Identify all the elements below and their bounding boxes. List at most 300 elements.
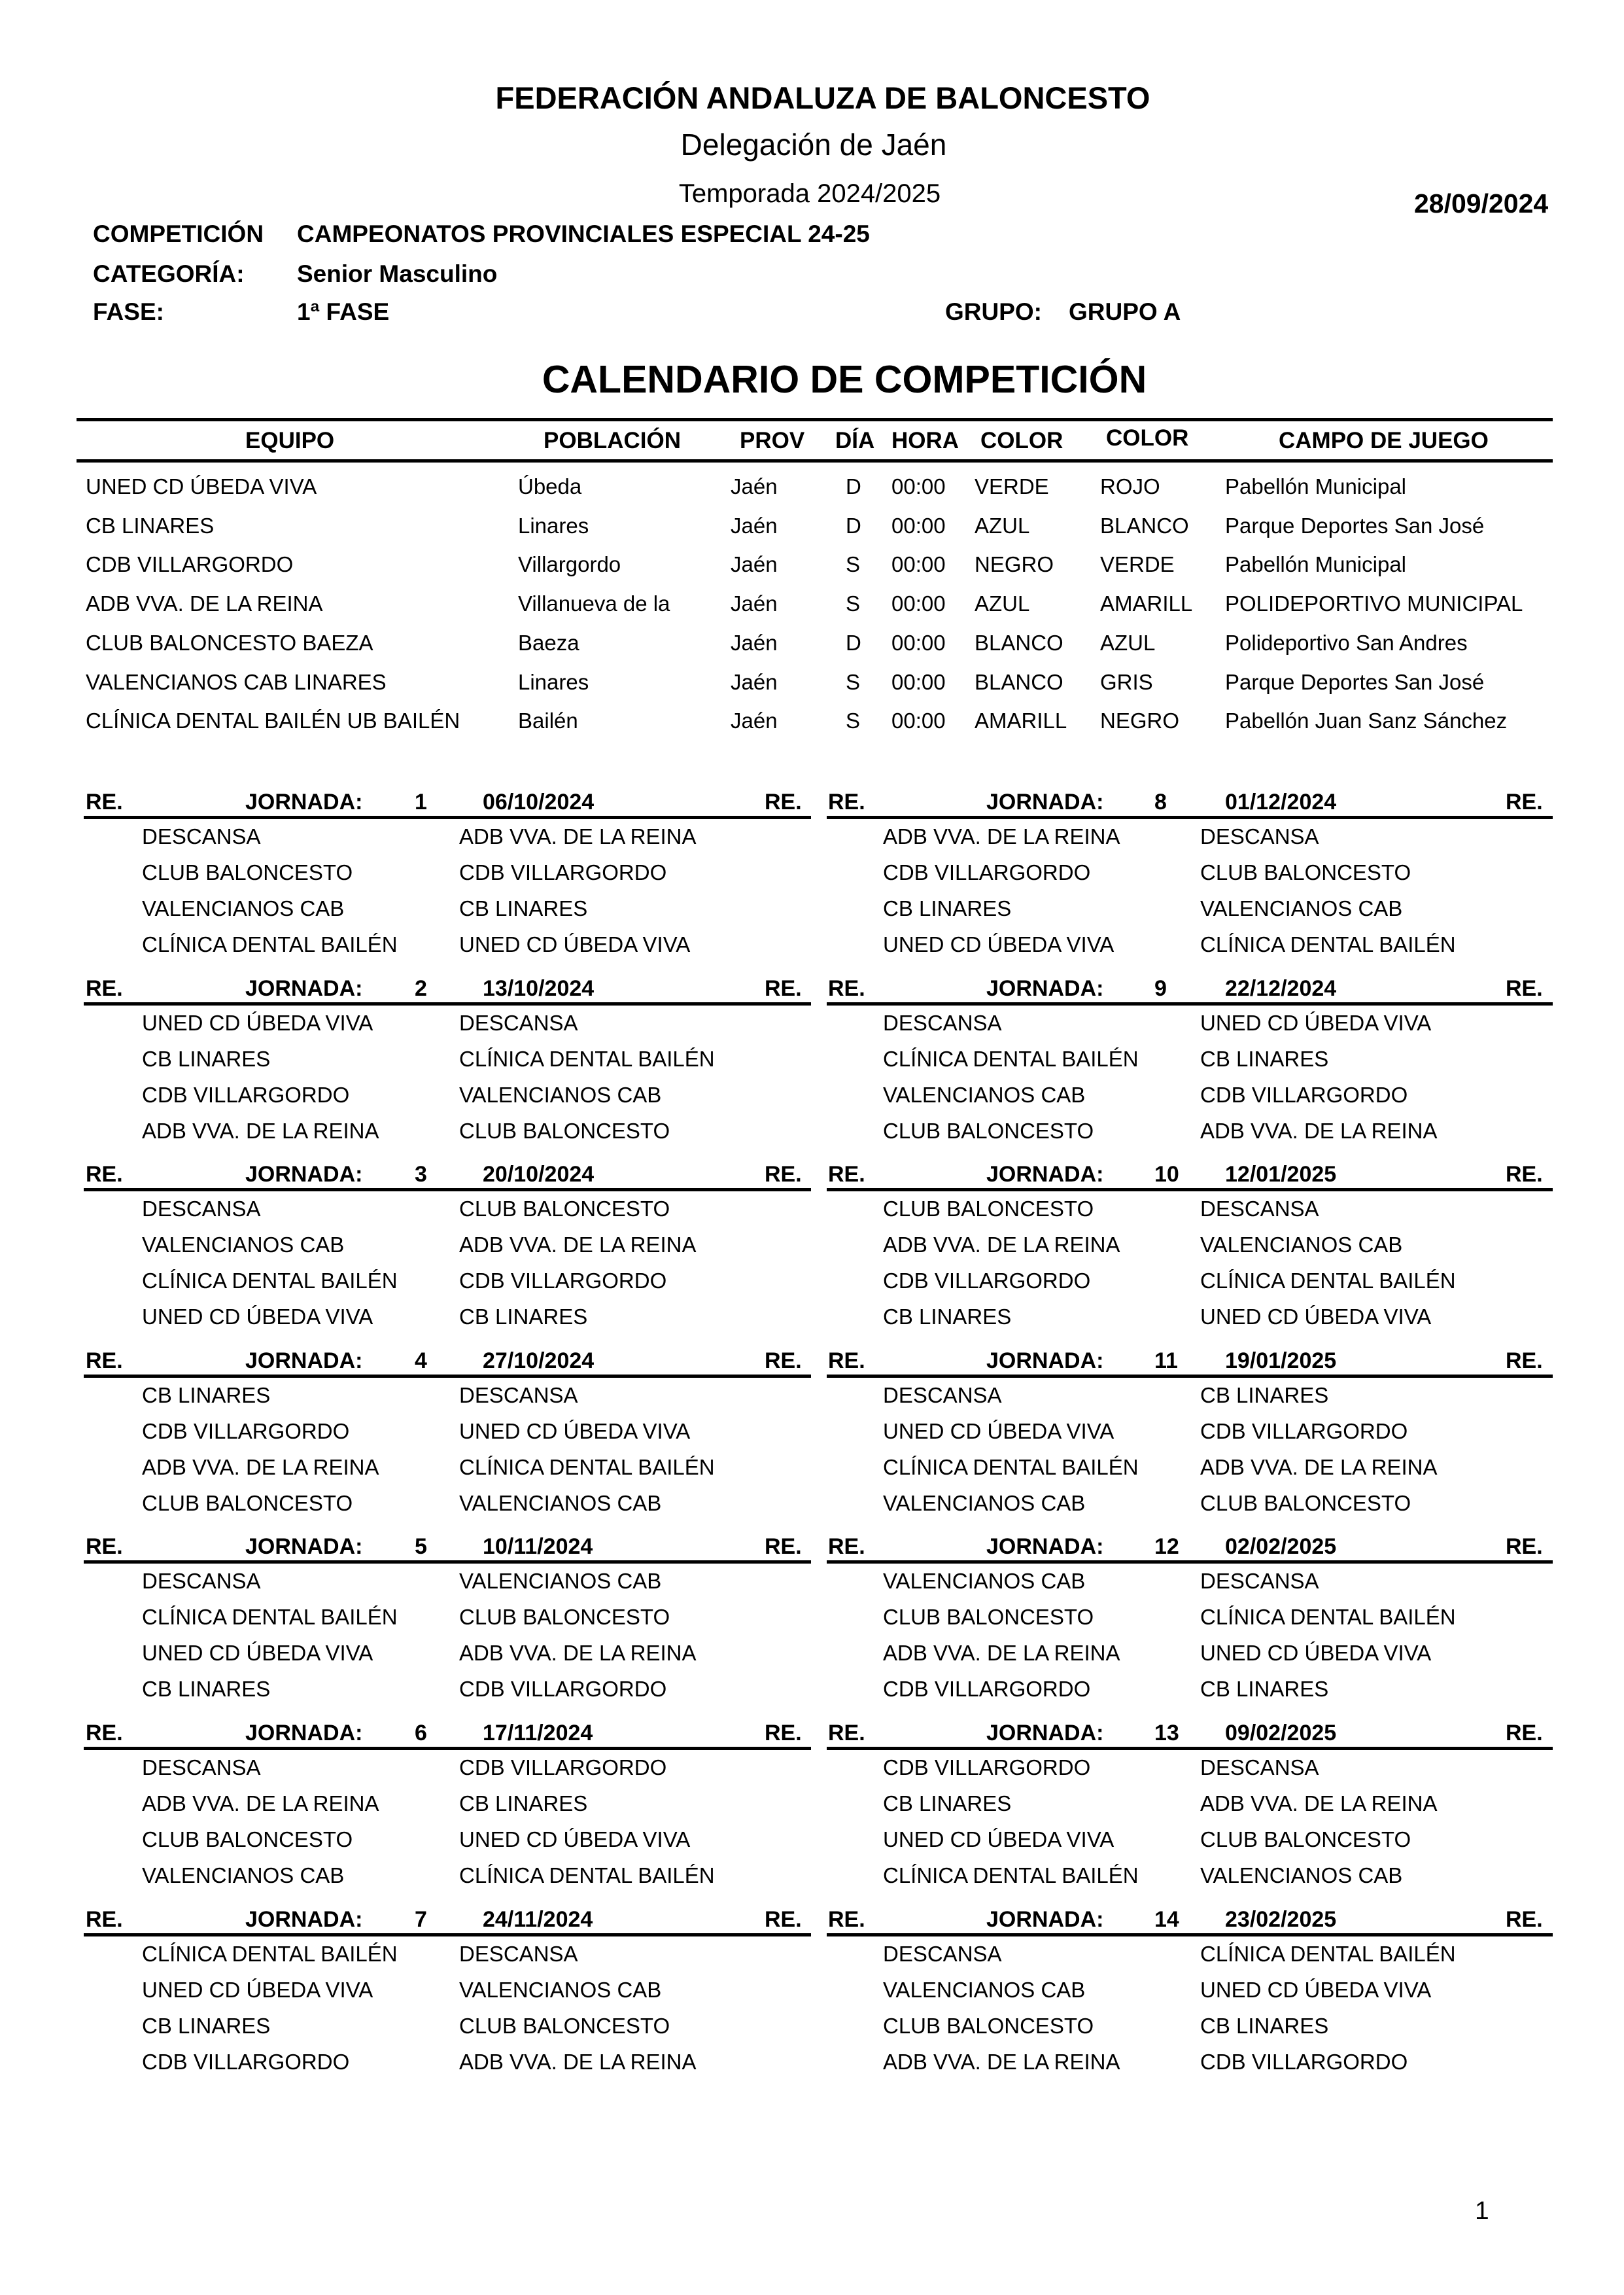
away-team: CLÍNICA DENTAL BAILÉN xyxy=(1200,1942,1456,1966)
team-row xyxy=(0,515,1624,541)
round-re-right-label: RE. xyxy=(1506,1348,1543,1373)
round-number: 14 xyxy=(1154,1907,1179,1932)
col-header-color-1: COLOR xyxy=(980,428,1063,453)
home-team: ADB VVA. DE LA REINA xyxy=(883,1641,1120,1665)
match-day: S xyxy=(846,670,861,694)
away-team: ADB VVA. DE LA REINA xyxy=(459,1233,697,1257)
team-row xyxy=(0,553,1624,580)
team-city: Villanueva de la xyxy=(518,591,670,616)
away-team: CDB VILLARGORDO xyxy=(459,1677,667,1701)
team-color-1: VERDE xyxy=(975,474,1049,499)
round-divider xyxy=(827,1188,1553,1191)
match-row xyxy=(0,1678,1624,1704)
home-team: CLÍNICA DENTAL BAILÉN xyxy=(883,1863,1139,1887)
round-block xyxy=(0,1535,1624,1712)
home-team: UNED CD ÚBEDA VIVA xyxy=(142,1305,373,1329)
round-divider xyxy=(827,1375,1553,1378)
competition-value: CAMPEONATOS PROVINCIALES ESPECIAL 24-25 xyxy=(297,220,870,247)
phase-label: FASE: xyxy=(93,298,164,325)
round-label: JORNADA: xyxy=(245,790,363,815)
col-header-city: POBLACIÓN xyxy=(544,428,681,453)
round-date: 17/11/2024 xyxy=(483,1721,593,1745)
round-label: JORNADA: xyxy=(986,976,1104,1001)
round-re-left-label: RE. xyxy=(828,1721,865,1745)
home-team: ADB VVA. DE LA REINA xyxy=(142,1119,379,1143)
away-team: UNED CD ÚBEDA VIVA xyxy=(1200,1305,1432,1329)
away-team: CDB VILLARGORDO xyxy=(459,1269,667,1293)
match-time: 00:00 xyxy=(891,474,946,499)
match-row xyxy=(0,1048,1624,1074)
home-team: UNED CD ÚBEDA VIVA xyxy=(883,932,1114,956)
team-name: ADB VVA. DE LA REINA xyxy=(86,591,323,616)
team-province: Jaén xyxy=(731,670,778,694)
team-color-2: GRIS xyxy=(1100,670,1153,694)
round-number: 9 xyxy=(1154,976,1167,1001)
round-label: JORNADA: xyxy=(986,790,1104,815)
home-team: CLÍNICA DENTAL BAILÉN xyxy=(142,932,398,956)
home-team: UNED CD ÚBEDA VIVA xyxy=(142,1978,373,2002)
team-color-2: AZUL xyxy=(1100,631,1156,655)
home-team: UNED CD ÚBEDA VIVA xyxy=(142,1011,373,1035)
round-number: 3 xyxy=(415,1162,427,1187)
team-name: CLÍNICA DENTAL BAILÉN UB BAILÉN xyxy=(86,709,460,733)
round-divider xyxy=(827,1560,1553,1564)
team-row xyxy=(0,632,1624,658)
home-team: UNED CD ÚBEDA VIVA xyxy=(883,1827,1114,1851)
round-re-left-label: RE. xyxy=(828,1162,865,1187)
home-team: ADB VVA. DE LA REINA xyxy=(883,824,1120,849)
away-team: CLUB BALONCESTO xyxy=(459,1197,670,1221)
match-day: S xyxy=(846,709,861,733)
round-date: 13/10/2024 xyxy=(483,976,595,1001)
table-top-rule xyxy=(77,418,1553,421)
home-team: CLÍNICA DENTAL BAILÉN xyxy=(142,1605,398,1629)
venue: Parque Deportes San José xyxy=(1225,670,1485,694)
group-value: GRUPO A xyxy=(1069,298,1181,325)
match-row xyxy=(0,1420,1624,1446)
home-team: CLÍNICA DENTAL BAILÉN xyxy=(142,1269,398,1293)
home-team: CB LINARES xyxy=(142,2014,271,2038)
match-row xyxy=(0,862,1624,888)
away-team: CLUB BALONCESTO xyxy=(1200,860,1411,885)
home-team: VALENCIANOS CAB xyxy=(883,1569,1086,1593)
match-time: 00:00 xyxy=(891,591,946,616)
home-team: DESCANSA xyxy=(883,1383,1002,1407)
away-team: CLÍNICA DENTAL BAILÉN xyxy=(459,1047,715,1071)
away-team: ADB VVA. DE LA REINA xyxy=(459,824,697,849)
match-row xyxy=(0,934,1624,960)
calendar-title: CALENDARIO DE COMPETICIÓN xyxy=(542,358,1147,401)
away-team: DESCANSA xyxy=(1200,1197,1319,1221)
team-province: Jaén xyxy=(731,709,778,733)
team-row xyxy=(0,710,1624,736)
away-team: CB LINARES xyxy=(459,1305,588,1329)
home-team: CLUB BALONCESTO xyxy=(142,1827,353,1851)
away-team: CLUB BALONCESTO xyxy=(1200,1491,1411,1515)
home-team: DESCANSA xyxy=(142,1569,261,1593)
round-label: JORNADA: xyxy=(986,1534,1104,1559)
team-color-2: AMARILL xyxy=(1100,591,1193,616)
team-row xyxy=(0,671,1624,697)
round-re-left-label: RE. xyxy=(86,976,123,1001)
home-team: DESCANSA xyxy=(142,824,261,849)
away-team: ADB VVA. DE LA REINA xyxy=(1200,1119,1438,1143)
col-header-venue: CAMPO DE JUEGO xyxy=(1279,428,1489,453)
match-day: S xyxy=(846,552,861,576)
round-date: 10/11/2024 xyxy=(483,1534,593,1559)
away-team: CLÍNICA DENTAL BAILÉN xyxy=(1200,1269,1456,1293)
match-row xyxy=(0,1943,1624,1969)
round-block xyxy=(0,977,1624,1154)
away-team: CLUB BALONCESTO xyxy=(459,1605,670,1629)
team-color-1: AZUL xyxy=(975,514,1030,538)
team-province: Jaén xyxy=(731,631,778,655)
away-team: VALENCIANOS CAB xyxy=(459,1569,662,1593)
team-province: Jaén xyxy=(731,474,778,499)
home-team: DESCANSA xyxy=(142,1197,261,1221)
round-re-left-label: RE. xyxy=(828,1907,865,1932)
round-date: 19/01/2025 xyxy=(1225,1348,1337,1373)
phase-value: 1ª FASE xyxy=(297,298,390,325)
round-re-left-label: RE. xyxy=(86,1721,123,1745)
round-date: 24/11/2024 xyxy=(483,1907,593,1932)
home-team: CB LINARES xyxy=(142,1047,271,1071)
round-label: JORNADA: xyxy=(986,1348,1104,1373)
away-team: DESCANSA xyxy=(459,1942,578,1966)
away-team: UNED CD ÚBEDA VIVA xyxy=(1200,1978,1432,2002)
home-team: DESCANSA xyxy=(142,1755,261,1779)
round-re-left-label: RE. xyxy=(828,1348,865,1373)
away-team: CB LINARES xyxy=(1200,2014,1329,2038)
team-row xyxy=(0,593,1624,619)
round-date: 23/02/2025 xyxy=(1225,1907,1337,1932)
round-re-right-label: RE. xyxy=(1506,1162,1543,1187)
match-time: 00:00 xyxy=(891,552,946,576)
away-team: CLUB BALONCESTO xyxy=(1200,1827,1411,1851)
away-team: UNED CD ÚBEDA VIVA xyxy=(1200,1011,1432,1035)
away-team: VALENCIANOS CAB xyxy=(1200,896,1403,920)
home-team: VALENCIANOS CAB xyxy=(883,1083,1086,1107)
round-number: 13 xyxy=(1154,1721,1179,1745)
away-team: DESCANSA xyxy=(459,1383,578,1407)
away-team: CLÍNICA DENTAL BAILÉN xyxy=(1200,1605,1456,1629)
match-row xyxy=(0,1570,1624,1596)
away-team: ADB VVA. DE LA REINA xyxy=(459,1641,697,1665)
away-team: DESCANSA xyxy=(459,1011,578,1035)
match-row xyxy=(0,1642,1624,1668)
match-day: D xyxy=(846,631,861,655)
away-team: CLÍNICA DENTAL BAILÉN xyxy=(459,1863,715,1887)
category-value: Senior Masculino xyxy=(297,260,498,287)
team-color-2: BLANCO xyxy=(1100,514,1189,538)
round-date: 06/10/2024 xyxy=(483,790,595,815)
match-row xyxy=(0,1456,1624,1482)
round-re-right-label: RE. xyxy=(765,1907,802,1932)
home-team: CDB VILLARGORDO xyxy=(142,1083,350,1107)
team-name: CDB VILLARGORDO xyxy=(86,552,294,576)
team-color-1: BLANCO xyxy=(975,670,1063,694)
round-re-right-label: RE. xyxy=(1506,976,1543,1001)
competition-label: COMPETICIÓN xyxy=(93,220,264,247)
round-date: 12/01/2025 xyxy=(1225,1162,1337,1187)
home-team: CDB VILLARGORDO xyxy=(142,2050,350,2074)
round-date: 22/12/2024 xyxy=(1225,976,1337,1001)
round-label: JORNADA: xyxy=(986,1721,1104,1745)
away-team: CDB VILLARGORDO xyxy=(1200,2050,1408,2074)
home-team: CDB VILLARGORDO xyxy=(883,1269,1091,1293)
home-team: CB LINARES xyxy=(142,1383,271,1407)
away-team: UNED CD ÚBEDA VIVA xyxy=(459,1419,691,1443)
away-team: CB LINARES xyxy=(1200,1677,1329,1701)
match-time: 00:00 xyxy=(891,670,946,694)
round-divider xyxy=(827,816,1553,819)
col-header-color-2: COLOR xyxy=(1106,425,1189,451)
match-time: 00:00 xyxy=(891,709,946,733)
away-team: CB LINARES xyxy=(1200,1383,1329,1407)
away-team: CLÍNICA DENTAL BAILÉN xyxy=(1200,932,1456,956)
round-re-right-label: RE. xyxy=(765,976,802,1001)
match-row xyxy=(0,1492,1624,1518)
away-team: UNED CD ÚBEDA VIVA xyxy=(459,1827,691,1851)
category-label: CATEGORÍA: xyxy=(93,260,245,287)
team-city: Linares xyxy=(518,514,589,538)
home-team: ADB VVA. DE LA REINA xyxy=(883,2050,1120,2074)
home-team: CDB VILLARGORDO xyxy=(883,1755,1091,1779)
match-row xyxy=(0,2051,1624,2077)
home-team: CLUB BALONCESTO xyxy=(883,2014,1094,2038)
venue: Parque Deportes San José xyxy=(1225,514,1485,538)
away-team: CB LINARES xyxy=(459,1791,588,1815)
team-name: VALENCIANOS CAB LINARES xyxy=(86,670,387,694)
round-re-right-label: RE. xyxy=(1506,1534,1543,1559)
col-header-day: DÍA xyxy=(835,428,875,453)
away-team: CDB VILLARGORDO xyxy=(459,860,667,885)
team-city: Linares xyxy=(518,670,589,694)
delegation-subtitle: Delegación de Jaén xyxy=(680,128,947,162)
round-block xyxy=(0,1722,1624,1899)
away-team: DESCANSA xyxy=(1200,824,1319,849)
team-name: UNED CD ÚBEDA VIVA xyxy=(86,474,317,499)
team-city: Bailén xyxy=(518,709,578,733)
match-row xyxy=(0,1198,1624,1224)
away-team: VALENCIANOS CAB xyxy=(1200,1863,1403,1887)
round-label: JORNADA: xyxy=(245,1162,363,1187)
round-re-right-label: RE. xyxy=(765,1721,802,1745)
round-number: 6 xyxy=(415,1721,427,1745)
team-name: CB LINARES xyxy=(86,514,215,538)
round-label: JORNADA: xyxy=(986,1162,1104,1187)
team-province: Jaén xyxy=(731,591,778,616)
match-row xyxy=(0,1865,1624,1891)
round-re-left-label: RE. xyxy=(86,790,123,815)
round-date: 09/02/2025 xyxy=(1225,1721,1337,1745)
team-color-2: NEGRO xyxy=(1100,709,1180,733)
round-label: JORNADA: xyxy=(245,1907,363,1932)
away-team: CDB VILLARGORDO xyxy=(459,1755,667,1779)
col-header-team: EQUIPO xyxy=(245,428,335,453)
away-team: DESCANSA xyxy=(1200,1755,1319,1779)
venue: Polideportivo San Andres xyxy=(1225,631,1468,655)
venue: Pabellón Juan Sanz Sánchez xyxy=(1225,709,1508,733)
team-color-1: AMARILL xyxy=(975,709,1067,733)
home-team: CLÍNICA DENTAL BAILÉN xyxy=(142,1942,398,1966)
home-team: CDB VILLARGORDO xyxy=(883,860,1091,885)
home-team: CLUB BALONCESTO xyxy=(883,1197,1094,1221)
round-re-left-label: RE. xyxy=(828,976,865,1001)
match-row xyxy=(0,1306,1624,1332)
round-divider xyxy=(827,1747,1553,1750)
round-divider xyxy=(827,1002,1553,1006)
home-team: CB LINARES xyxy=(883,1305,1012,1329)
match-time: 00:00 xyxy=(891,514,946,538)
team-color-1: AZUL xyxy=(975,591,1030,616)
team-city: Úbeda xyxy=(518,474,582,499)
match-row xyxy=(0,1384,1624,1410)
match-row xyxy=(0,1270,1624,1296)
match-row xyxy=(0,1120,1624,1146)
away-team: ADB VVA. DE LA REINA xyxy=(1200,1455,1438,1479)
away-team: CDB VILLARGORDO xyxy=(1200,1419,1408,1443)
table-header-bottom-rule xyxy=(77,459,1553,463)
away-team: VALENCIANOS CAB xyxy=(459,1083,662,1107)
match-row xyxy=(0,1012,1624,1038)
match-row xyxy=(0,1829,1624,1855)
round-re-right-label: RE. xyxy=(765,1162,802,1187)
round-re-right-label: RE. xyxy=(765,1348,802,1373)
round-number: 7 xyxy=(415,1907,427,1932)
venue: Pabellón Municipal xyxy=(1225,552,1407,576)
round-date: 01/12/2024 xyxy=(1225,790,1337,815)
round-re-right-label: RE. xyxy=(765,790,802,815)
home-team: DESCANSA xyxy=(883,1942,1002,1966)
away-team: CLUB BALONCESTO xyxy=(459,1119,670,1143)
round-label: JORNADA: xyxy=(245,1534,363,1559)
round-number: 5 xyxy=(415,1534,427,1559)
match-row xyxy=(0,1979,1624,2005)
round-re-left-label: RE. xyxy=(86,1348,123,1373)
away-team: VALENCIANOS CAB xyxy=(459,1978,662,2002)
round-re-left-label: RE. xyxy=(828,1534,865,1559)
match-row xyxy=(0,1084,1624,1110)
team-city: Baeza xyxy=(518,631,579,655)
team-color-2: VERDE xyxy=(1100,552,1175,576)
team-province: Jaén xyxy=(731,552,778,576)
home-team: UNED CD ÚBEDA VIVA xyxy=(142,1641,373,1665)
round-block xyxy=(0,1350,1624,1526)
away-team: CLUB BALONCESTO xyxy=(459,2014,670,2038)
home-team: CLUB BALONCESTO xyxy=(142,1491,353,1515)
home-team: CLÍNICA DENTAL BAILÉN xyxy=(883,1047,1139,1071)
round-date: 27/10/2024 xyxy=(483,1348,595,1373)
match-row xyxy=(0,1606,1624,1632)
round-re-left-label: RE. xyxy=(86,1534,123,1559)
group-label: GRUPO: xyxy=(945,298,1042,325)
round-block xyxy=(0,791,1624,968)
round-label: JORNADA: xyxy=(986,1907,1104,1932)
round-label: JORNADA: xyxy=(245,1721,363,1745)
home-team: CB LINARES xyxy=(142,1677,271,1701)
match-day: S xyxy=(846,591,861,616)
home-team: CB LINARES xyxy=(883,896,1012,920)
home-team: CB LINARES xyxy=(883,1791,1012,1815)
round-number: 8 xyxy=(1154,790,1167,815)
match-day: D xyxy=(846,514,861,538)
home-team: DESCANSA xyxy=(883,1011,1002,1035)
match-time: 00:00 xyxy=(891,631,946,655)
away-team: VALENCIANOS CAB xyxy=(459,1491,662,1515)
home-team: VALENCIANOS CAB xyxy=(142,1233,345,1257)
page-number: 1 xyxy=(1475,2197,1489,2225)
home-team: CDB VILLARGORDO xyxy=(142,1419,350,1443)
round-re-right-label: RE. xyxy=(765,1534,802,1559)
col-header-time: HORA xyxy=(891,428,959,453)
away-team: CB LINARES xyxy=(459,896,588,920)
round-number: 12 xyxy=(1154,1534,1179,1559)
round-block xyxy=(0,1908,1624,2085)
home-team: ADB VVA. DE LA REINA xyxy=(883,1233,1120,1257)
match-row xyxy=(0,1234,1624,1260)
home-team: UNED CD ÚBEDA VIVA xyxy=(883,1419,1114,1443)
home-team: VALENCIANOS CAB xyxy=(883,1491,1086,1515)
team-color-1: BLANCO xyxy=(975,631,1063,655)
round-number: 10 xyxy=(1154,1162,1179,1187)
round-date: 20/10/2024 xyxy=(483,1162,595,1187)
round-re-right-label: RE. xyxy=(1506,1721,1543,1745)
round-label: JORNADA: xyxy=(245,976,363,1001)
match-row xyxy=(0,826,1624,852)
home-team: CDB VILLARGORDO xyxy=(883,1677,1091,1701)
round-number: 4 xyxy=(415,1348,427,1373)
col-header-province: PROV xyxy=(740,428,805,453)
home-team: VALENCIANOS CAB xyxy=(142,1863,345,1887)
away-team: CB LINARES xyxy=(1200,1047,1329,1071)
venue: POLIDEPORTIVO MUNICIPAL xyxy=(1225,591,1523,616)
round-number: 1 xyxy=(415,790,427,815)
match-row xyxy=(0,1757,1624,1783)
match-day: D xyxy=(846,474,861,499)
round-label: JORNADA: xyxy=(245,1348,363,1373)
team-color-1: NEGRO xyxy=(975,552,1054,576)
match-row xyxy=(0,2015,1624,2041)
round-re-left-label: RE. xyxy=(828,790,865,815)
round-date: 02/02/2025 xyxy=(1225,1534,1337,1559)
away-team: UNED CD ÚBEDA VIVA xyxy=(1200,1641,1432,1665)
home-team: ADB VVA. DE LA REINA xyxy=(142,1791,379,1815)
round-divider xyxy=(827,1933,1553,1936)
team-city: Villargordo xyxy=(518,552,621,576)
away-team: CLÍNICA DENTAL BAILÉN xyxy=(459,1455,715,1479)
home-team: CLUB BALONCESTO xyxy=(883,1119,1094,1143)
federation-title: FEDERACIÓN ANDALUZA DE BALONCESTO xyxy=(495,80,1150,115)
team-name: CLUB BALONCESTO BAEZA xyxy=(86,631,373,655)
away-team: UNED CD ÚBEDA VIVA xyxy=(459,932,691,956)
team-color-2: ROJO xyxy=(1100,474,1160,499)
season-label: Temporada 2024/2025 xyxy=(678,179,941,208)
match-row xyxy=(0,898,1624,924)
home-team: CLÍNICA DENTAL BAILÉN xyxy=(883,1455,1139,1479)
report-date: 28/09/2024 xyxy=(1414,188,1549,219)
round-re-left-label: RE. xyxy=(86,1907,123,1932)
team-province: Jaén xyxy=(731,514,778,538)
home-team: CLUB BALONCESTO xyxy=(883,1605,1094,1629)
team-row xyxy=(0,476,1624,502)
away-team: CDB VILLARGORDO xyxy=(1200,1083,1408,1107)
home-team: ADB VVA. DE LA REINA xyxy=(142,1455,379,1479)
round-number: 2 xyxy=(415,976,427,1001)
home-team: VALENCIANOS CAB xyxy=(142,896,345,920)
round-re-left-label: RE. xyxy=(86,1162,123,1187)
away-team: ADB VVA. DE LA REINA xyxy=(1200,1791,1438,1815)
